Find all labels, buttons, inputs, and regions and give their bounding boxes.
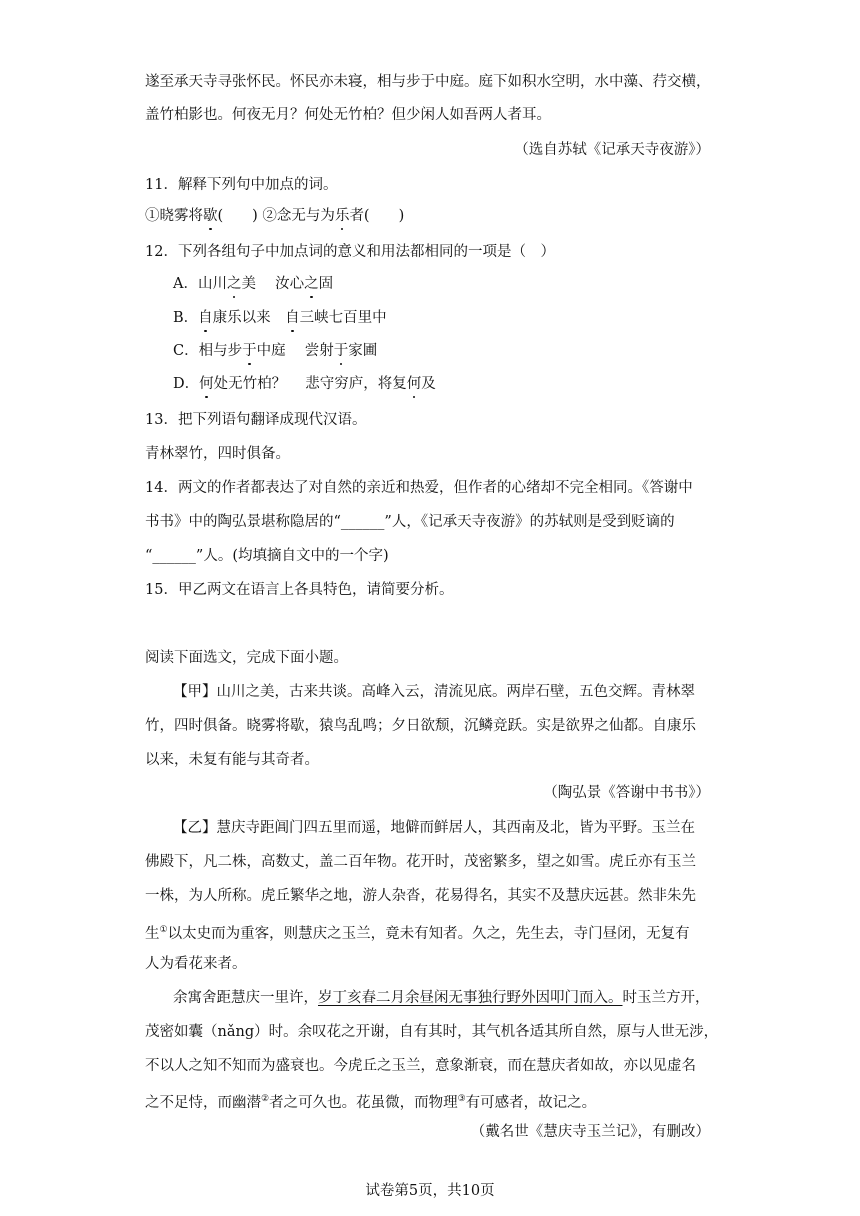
- option-text: C．相与步: [173, 343, 243, 359]
- yi2-line: 不以人之知不知而为盛衰也。今虎丘之玉兰，意象渐衰，而在慧庆者如故，亦以见虚名: [145, 1058, 696, 1074]
- question-14-line: 书书》中的陶弘景堪称隐居的“______”人，《记承天寺夜游》的苏轼则是受到贬谪的: [145, 514, 675, 530]
- yi2-line: 茂密如囊（nǎng）时。余叹花之开谢，自有其时，其气机各适其所自然，原与人世无涉，: [145, 1024, 719, 1040]
- q11-text: ( ) ②念无与为: [217, 208, 335, 224]
- question-12: 12．下列各组句子中加点词的意义和用法都相同的一项是（ ）: [145, 244, 555, 260]
- option-a: [173, 274, 333, 294]
- yi2-line: [173, 988, 710, 1008]
- yi2-line: [145, 1089, 596, 1113]
- option-text: 中庭 尝射: [256, 343, 334, 359]
- question-15: 15．甲乙两文在语言上各具特色，请简要分析。: [145, 582, 454, 598]
- option-b: [173, 308, 387, 328]
- option-d: [173, 374, 436, 394]
- dotted-word: 乐: [334, 208, 350, 224]
- yi-text: 余寓舍距慧庆一里许，: [173, 990, 318, 1006]
- dotted-word: 于: [242, 343, 257, 359]
- reading-intro: 阅读下面选文，完成下面小题。: [145, 650, 348, 666]
- question-13-sentence: 青林翠竹，四时俱备。: [145, 446, 290, 462]
- question-14-line: “______”人。(均填摘自文中的一个字): [145, 548, 389, 564]
- option-text: 固: [318, 276, 334, 292]
- option-text: D．: [173, 376, 200, 392]
- option-text: 处无竹柏？ 悲守穷庐，将复: [213, 376, 407, 392]
- jia-line: 竹，四时俱备。晓雾将歇，猿鸟乱鸣；夕日欲颓，沉鳞竞跃。实是欲界之仙都。自康乐: [145, 718, 696, 734]
- footnote-marker: ①: [159, 925, 168, 935]
- option-text: 家圃: [348, 343, 378, 359]
- option-text: B．: [173, 310, 199, 326]
- passage-line: 盖竹柏影也。何夜无月？何处无竹柏？但少闲人如吾两人者耳。: [145, 107, 551, 123]
- yi-line: 一株，为人所称。虎丘繁华之地，游人杂沓，花易得名，其实不及慧庆远甚。然非朱先: [145, 888, 696, 904]
- yi-source: （戴名世《慧庆寺玉兰记》，有删改）: [470, 1124, 710, 1140]
- option-c: [173, 341, 377, 361]
- passage-line: 遂至承天寺寻张怀民。怀民亦未寝，相与步于中庭。庭下如积水空明，水中藻、荇交横，: [145, 74, 711, 90]
- yi-line: 佛殿下，凡二株，高数丈，盖二百年物。花开时，茂密繁多，望之如雪。虎丘亦有玉兰: [145, 854, 696, 870]
- yi-text: 有可感者，故记之。: [465, 1094, 597, 1111]
- dotted-word: 于: [333, 343, 349, 359]
- q11-text: ①晓雾将: [145, 208, 203, 224]
- dotted-word: 自: [198, 310, 213, 326]
- yi-line: 人为看花来者。: [145, 956, 247, 972]
- dotted-word: 之: [304, 276, 319, 292]
- dotted-word: 之: [226, 276, 242, 292]
- page-footer: 试卷第5页，共10页: [365, 1183, 495, 1199]
- yi-text: 以太史而为重客，则慧庆之玉兰，竟未有知者。久之，先生去，寺门昼闭，无复有: [167, 925, 690, 942]
- underlined-sentence: 岁丁亥春二月余昼闲无事独行野外因叩门而入。: [318, 990, 623, 1006]
- yi-text: 生: [145, 925, 160, 942]
- q11-text: 者( ): [349, 208, 405, 224]
- option-text: A．山川: [173, 276, 227, 292]
- question-11: 11．解释下列句中加点的词。: [145, 177, 338, 193]
- yi-text: 之不足恃，而幽潜: [145, 1094, 261, 1111]
- option-text: 三峡七百里中: [299, 310, 387, 326]
- option-text: 及: [421, 376, 436, 392]
- yi-text: 者之可久也。花虽微，而物理: [269, 1094, 458, 1111]
- footnote-marker: ③: [457, 1094, 466, 1104]
- dotted-word: 歇: [203, 208, 218, 224]
- passage-source: （选自苏轼《记承天寺夜游》）: [514, 142, 710, 158]
- jia-source: （陶弘景《答谢中书书》）: [543, 785, 710, 801]
- option-text: 康乐以来: [212, 310, 286, 326]
- question-11-items: [145, 206, 404, 226]
- option-text: 美 汝心: [241, 276, 305, 292]
- footnote-marker: ②: [261, 1094, 270, 1104]
- yi-text: 时玉兰方开，: [622, 990, 710, 1006]
- jia-line: 以来，未复有能与其奇者。: [145, 752, 319, 768]
- question-14-line: 14．两文的作者都表达了对自然的亲近和热爱，但作者的心绪却不完全相同。《答谢中: [145, 480, 693, 496]
- yi-line: [145, 920, 690, 944]
- dotted-word: 何: [406, 376, 422, 392]
- question-13: 13．把下列语句翻译成现代汉语。: [145, 412, 367, 428]
- dotted-word: 自: [285, 310, 300, 326]
- dotted-word: 何: [199, 376, 214, 392]
- yi-line: 【乙】慧庆寺距阊门四五里而遥，地僻而鲜居人，其西南及北，皆为平野。玉兰在: [173, 820, 695, 836]
- jia-line: 【甲】山川之美，古来共谈。高峰入云，清流见底。两岸石壁，五色交辉。青林翠: [173, 684, 695, 700]
